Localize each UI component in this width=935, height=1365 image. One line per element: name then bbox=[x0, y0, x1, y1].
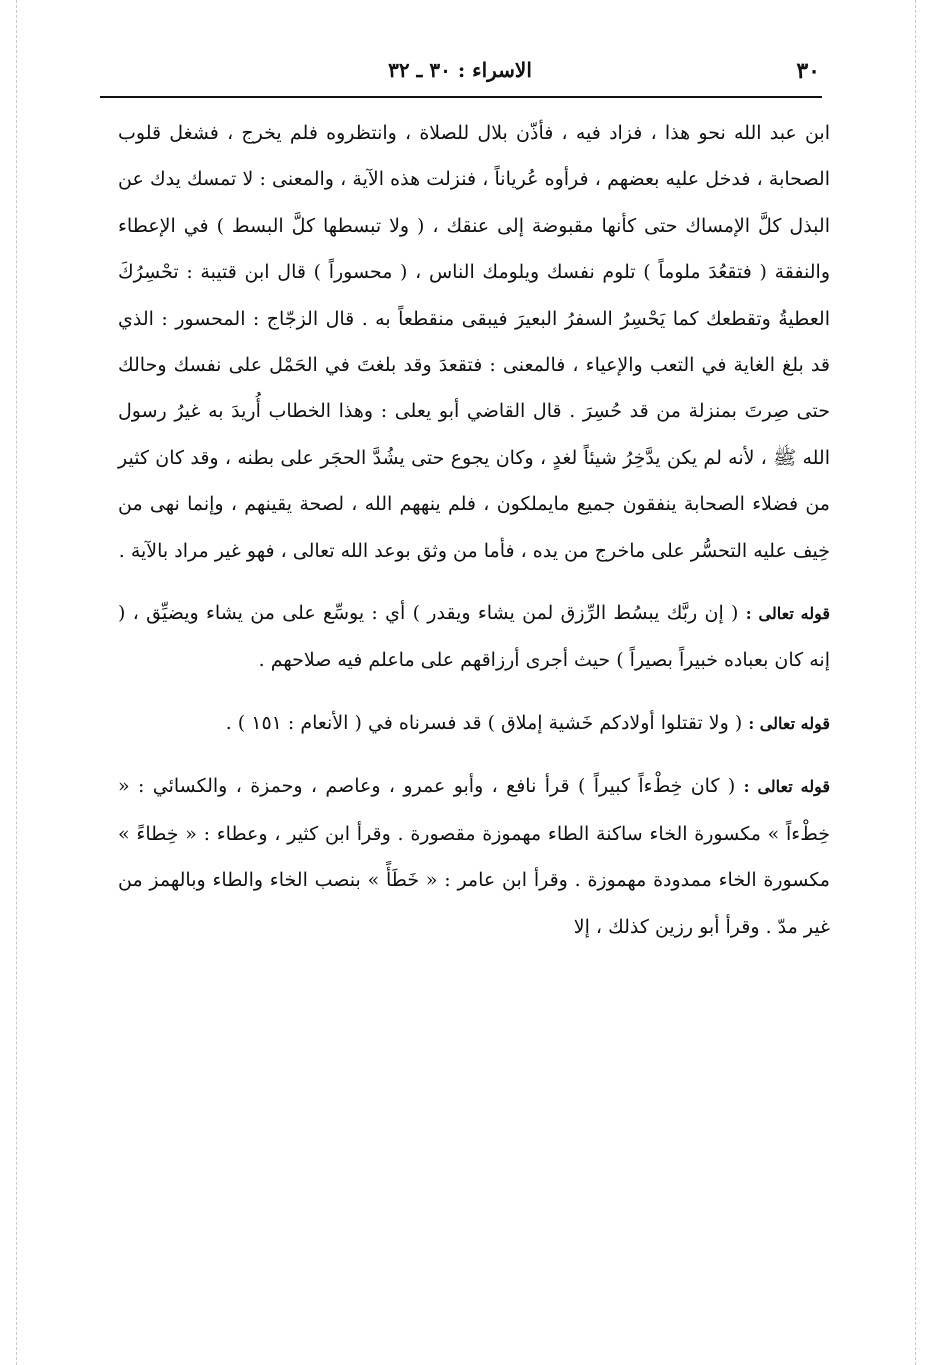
paragraph-2-text: ( إن ربَّك يبسُط الرِّزق لمن يشاء ويقدر ) أي : يوسِّع على من يشاء ويضيِّق ، ( إنه كان بعباده خبيراً بصيراً ) حيث أجرى أرزاقهم على ماعلم فيه صلاحهم . bbox=[118, 602, 830, 672]
header-rule bbox=[100, 96, 822, 98]
paragraph-2-lead: قوله تعالى : bbox=[745, 604, 831, 624]
paragraph-3-text: ( ولا تقتلوا أولادكم خَشية إملاق ) قد فسرناه في ( الأنعام : ١٥١ ) . bbox=[225, 711, 743, 734]
paragraph-3 bbox=[118, 700, 830, 747]
paragraph-4-lead: قوله تعالى : bbox=[743, 777, 830, 797]
running-title: الاسراء : ٣٠ ـ ٣٢ bbox=[388, 58, 532, 82]
right-page-edge bbox=[915, 0, 916, 1365]
paragraph-3-lead: قوله تعالى : bbox=[748, 713, 830, 733]
body-text bbox=[118, 110, 830, 950]
page-number: ٣٠ bbox=[796, 58, 820, 84]
running-head bbox=[100, 56, 820, 92]
paragraph-4-text: ( كان خِطْءاً كبيراً ) قرأ نافع ، وأبو عمرو ، وعاصم ، وحمزة ، والكسائي : « خِطْءاً » مكسورة الخاء ساكنة الطاء مهموزة مقصورة . وقرأ ابن كثير ، وعطاء : « خِطاءً » مكسورة الخاء ممدودة مهموزة . وقرأ ابن عامر : « خَطَأً » بنصب الخاء والطاء وبالهمز من غير مدّ . وقرأ أبو رزين كذلك ، إلا bbox=[118, 775, 830, 938]
paragraph-1: ابن عبد الله نحو هذا ، فزاد فيه ، فأذّن بلال للصلاة ، وانتظروه فلم يخرج ، فشغل قلوب الصحابة ، فدخل عليه بعضهم ، فرأوه عُرياناً ، فنزلت هذه الآية ، والمعنى : لا تمسك يدك عن البذل كلَّ الإمساك حتى كأنها مقبوضة إلى عنقك ، ( ولا تبسطها كلَّ البسط ) في الإعطاء والنفقة ( فتقعُدَ ملوماً ) تلوم نفسك ويلومك الناس ، ( محسوراً ) قال ابن قتيبة : تحْسِرُكَ العطيةُ وتقطعك كما يَحْسِرُ السفرُ البعيرَ فيبقى منقطعاً به . قال الزجّاج : المحسور : الذي قد بلغ الغاية في التعب والإعياء ، فالمعنى : فتقعدَ وقد بلغتَ في الحَمْل على نفسك وحالك حتى صِرتَ بمنزلة من قد حُسِرَ . قال القاضي أبو يعلى : وهذا الخطاب أُريدَ به غيرُ رسول الله ﷺ ، لأنه لم يكن يدَّخِرُ شيئاً لغدٍ ، وكان يجوع حتى يشُدَّ الحجَر على بطنه ، وقد كان كثير من فضلاء الصحابة ينفقون جميع مايملكون ، فلم ينههم الله ، لصحة يقينهم ، وإنما نهى من خِيف عليه التحسُّر على ماخرج من يده ، فأما من وثق بوعد الله تعالى ، فهو غير مراد بالآية . bbox=[118, 122, 830, 562]
paragraph-2 bbox=[118, 590, 830, 684]
paragraph-4 bbox=[118, 763, 830, 950]
left-page-edge bbox=[16, 0, 17, 1365]
